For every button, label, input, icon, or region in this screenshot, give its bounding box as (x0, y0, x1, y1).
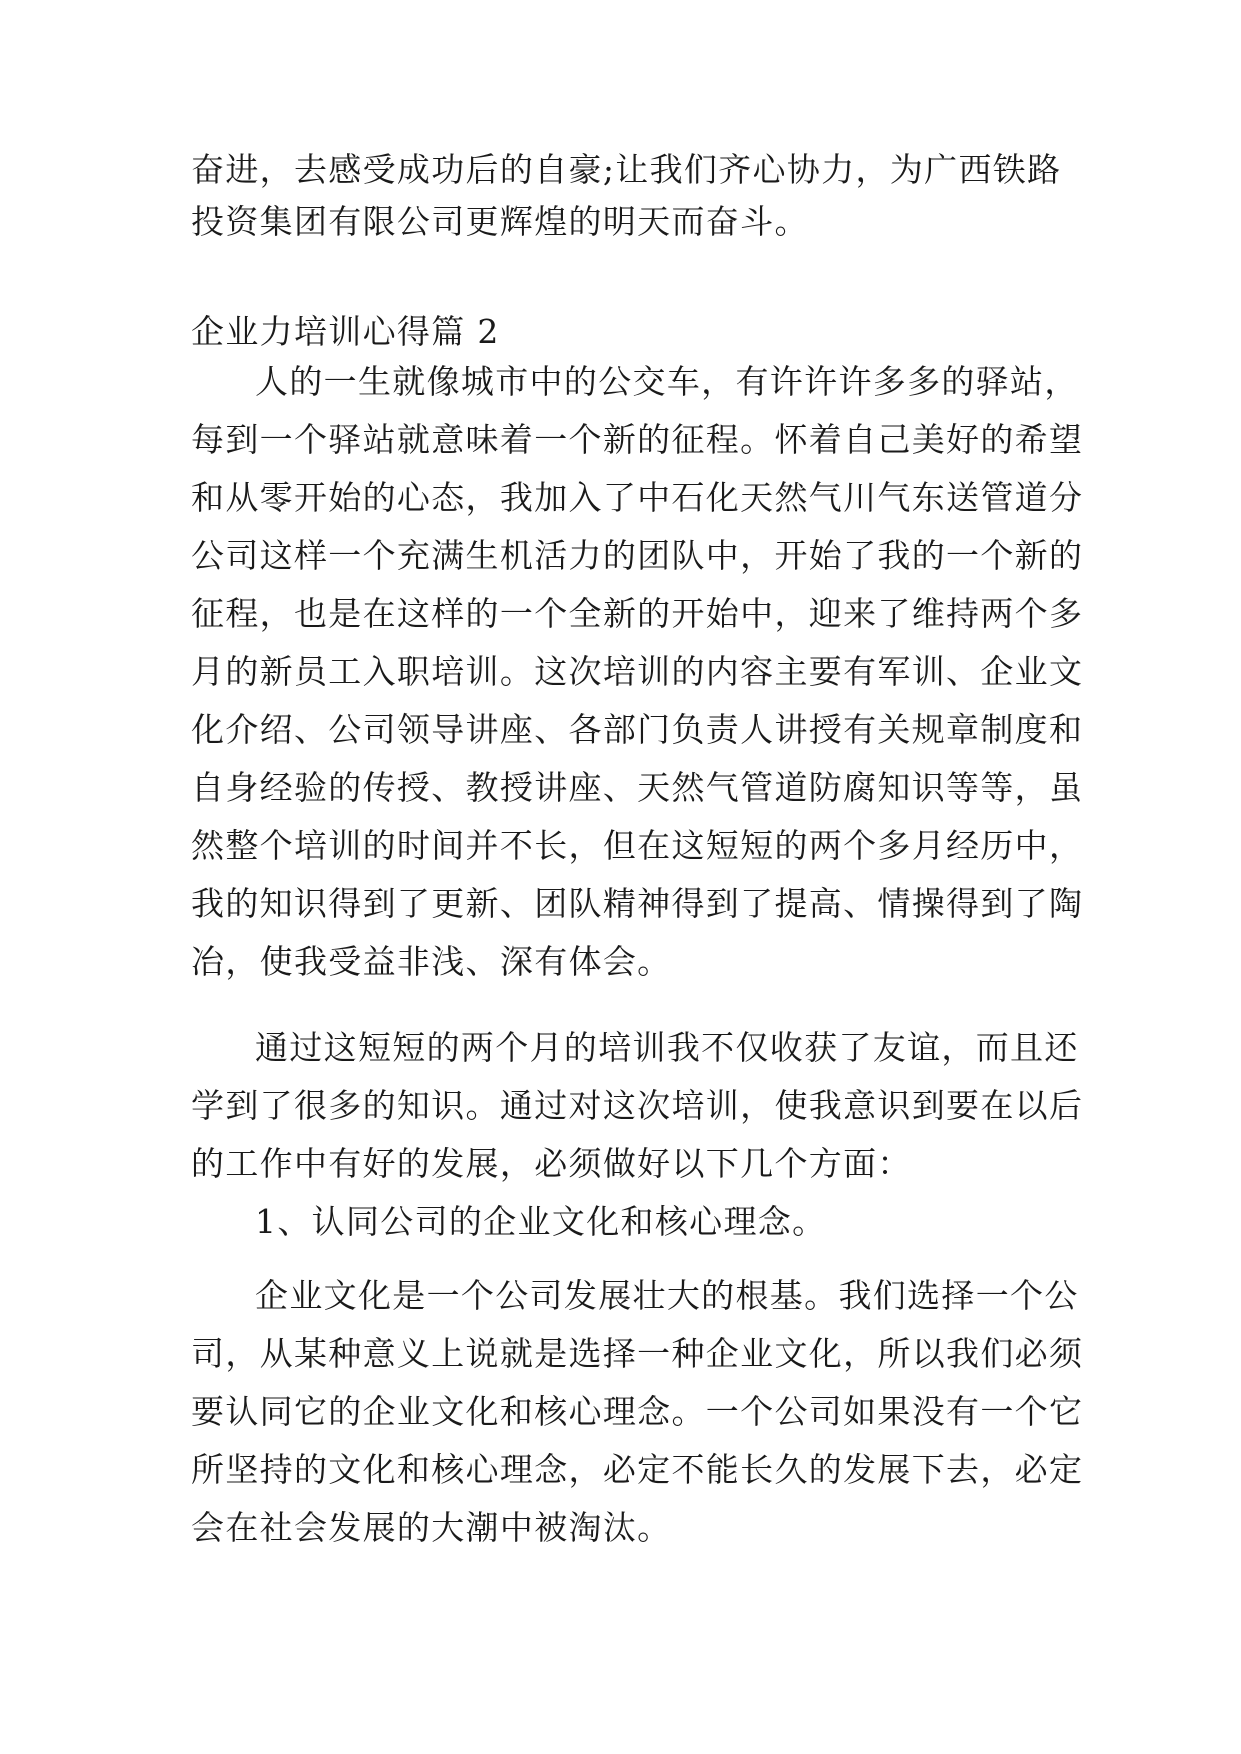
text-line: 自身经验的传授、教授讲座、天然气管道防腐知识等等，虽 (191, 768, 1084, 807)
text-line: 然整个培训的时间并不长，但在这短短的两个多月经历中， (191, 826, 1084, 865)
section-title: 企业力培训心得篇 2 (191, 312, 500, 351)
text-line: 奋进，去感受成功后的自豪;让我们齐心协力，为广西铁路 (191, 150, 1062, 189)
text-line: 的工作中有好的发展，必须做好以下几个方面： (191, 1144, 912, 1183)
text-line: 所坚持的文化和核心理念，必定不能长久的发展下去，必定 (191, 1450, 1084, 1489)
text-line: 公司这样一个充满生机活力的团队中，开始了我的一个新的 (191, 536, 1084, 575)
text-line: 通过这短短的两个月的培训我不仅收获了友谊，而且还 (255, 1028, 1079, 1067)
text-line: 每到一个驿站就意味着一个新的征程。怀着自己美好的希望 (191, 420, 1084, 459)
text-line: 会在社会发展的大潮中被淘汰。 (191, 1508, 672, 1547)
text-line: 要认同它的企业文化和核心理念。一个公司如果没有一个它 (191, 1392, 1084, 1431)
text-line: 投资集团有限公司更辉煌的明天而奋斗。 (191, 202, 809, 241)
text-line: 人的一生就像城市中的公交车，有许许许多多的驿站， (255, 362, 1079, 401)
text-line: 冶，使我受益非浅、深有体会。 (191, 942, 672, 981)
text-line: 企业文化是一个公司发展壮大的根基。我们选择一个公 (255, 1276, 1079, 1315)
text-line: 司，从某种意义上说就是选择一种企业文化，所以我们必须 (191, 1334, 1084, 1373)
text-line: 我的知识得到了更新、团队精神得到了提高、情操得到了陶 (191, 884, 1084, 923)
text-line: 学到了很多的知识。通过对这次培训，使我意识到要在以后 (191, 1086, 1084, 1125)
text-line: 月的新员工入职培训。这次培训的内容主要有军训、企业文 (191, 652, 1084, 691)
text-line: 化介绍、公司领导讲座、各部门负责人讲授有关规章制度和 (191, 710, 1084, 749)
text-line: 和从零开始的心态，我加入了中石化天然气川气东送管道分 (191, 478, 1084, 517)
list-item: 1、认同公司的企业文化和核心理念。 (255, 1202, 827, 1241)
text-line: 征程，也是在这样的一个全新的开始中，迎来了维持两个多 (191, 594, 1084, 633)
